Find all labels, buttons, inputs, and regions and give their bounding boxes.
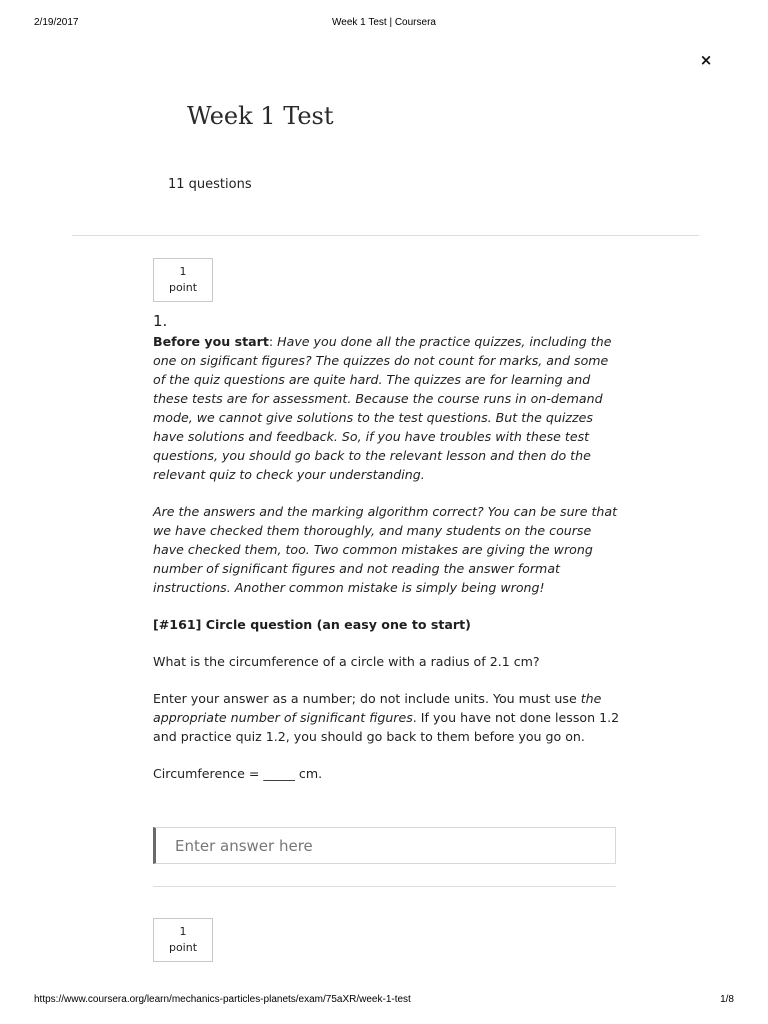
instruction-part2: . If you have not done lesson 1.2 and practice quiz 1.2, you should go back to them before you go on. bbox=[153, 710, 620, 744]
print-url: https://www.coursera.org/learn/mechanics-particles-planets/exam/75aXR/week-1-test bbox=[34, 994, 411, 1005]
print-title: Week 1 Test | Coursera bbox=[332, 17, 436, 28]
question-intro bbox=[153, 332, 623, 484]
print-header bbox=[0, 17, 768, 31]
print-page-number: 1/8 bbox=[720, 994, 734, 1005]
print-date: 2/19/2017 bbox=[34, 17, 79, 28]
points-unit: point bbox=[168, 941, 198, 954]
intro-text: Have you done all the practice quizzes, including the one on sigificant figures? The quizzes do not count for marks, and some of the quiz questions are quite hard. The quizzes are for learning and these tests are for assessment. Because the course runs in on-demand mode, we cannot give solutions to the test questions. But the quizzes have solutions and feedback. So, if you have troubles with these test questions, you should go back to the relevant lesson and then do the relevant quiz to check your understanding. bbox=[153, 334, 612, 482]
question-body bbox=[153, 332, 623, 783]
question-note bbox=[153, 502, 623, 597]
points-badge bbox=[153, 918, 213, 962]
intro-lead-separator: : bbox=[268, 334, 274, 349]
question-divider bbox=[153, 886, 616, 887]
note-text: Are the answers and the marking algorithm correct? You can be sure that we have checked them thoroughly, and many students on the course have checked them, too. Two common mistakes are giving the wrong number of significant figures and not reading the answer format instructions. Another common mistake is simply being wrong! bbox=[153, 504, 618, 595]
question-prompt: What is the circumference of a circle with a radius of 2.1 cm? bbox=[153, 654, 540, 669]
points-unit: point bbox=[168, 281, 198, 294]
points-badge bbox=[153, 258, 213, 302]
close-icon[interactable]: × bbox=[699, 51, 713, 69]
page-title: Week 1 Test bbox=[187, 102, 334, 130]
answer-format: Circumference = _____ cm. bbox=[153, 766, 323, 781]
answer-input[interactable] bbox=[153, 827, 616, 864]
header-divider bbox=[72, 235, 699, 236]
print-footer bbox=[0, 994, 768, 1008]
question-number: 1. bbox=[153, 312, 168, 330]
points-value: 1 bbox=[179, 265, 187, 278]
instruction-italic: the appropriate number of significant figures bbox=[153, 691, 602, 725]
intro-lead-label: Before you start bbox=[153, 334, 269, 349]
points-value: 1 bbox=[179, 925, 187, 938]
question-heading: [#161] Circle question (an easy one to start) bbox=[153, 617, 471, 632]
question-count: 11 questions bbox=[168, 177, 252, 192]
instruction-part1: Enter your answer as a number; do not include units. You must use bbox=[153, 691, 581, 706]
question-instruction bbox=[153, 689, 623, 746]
